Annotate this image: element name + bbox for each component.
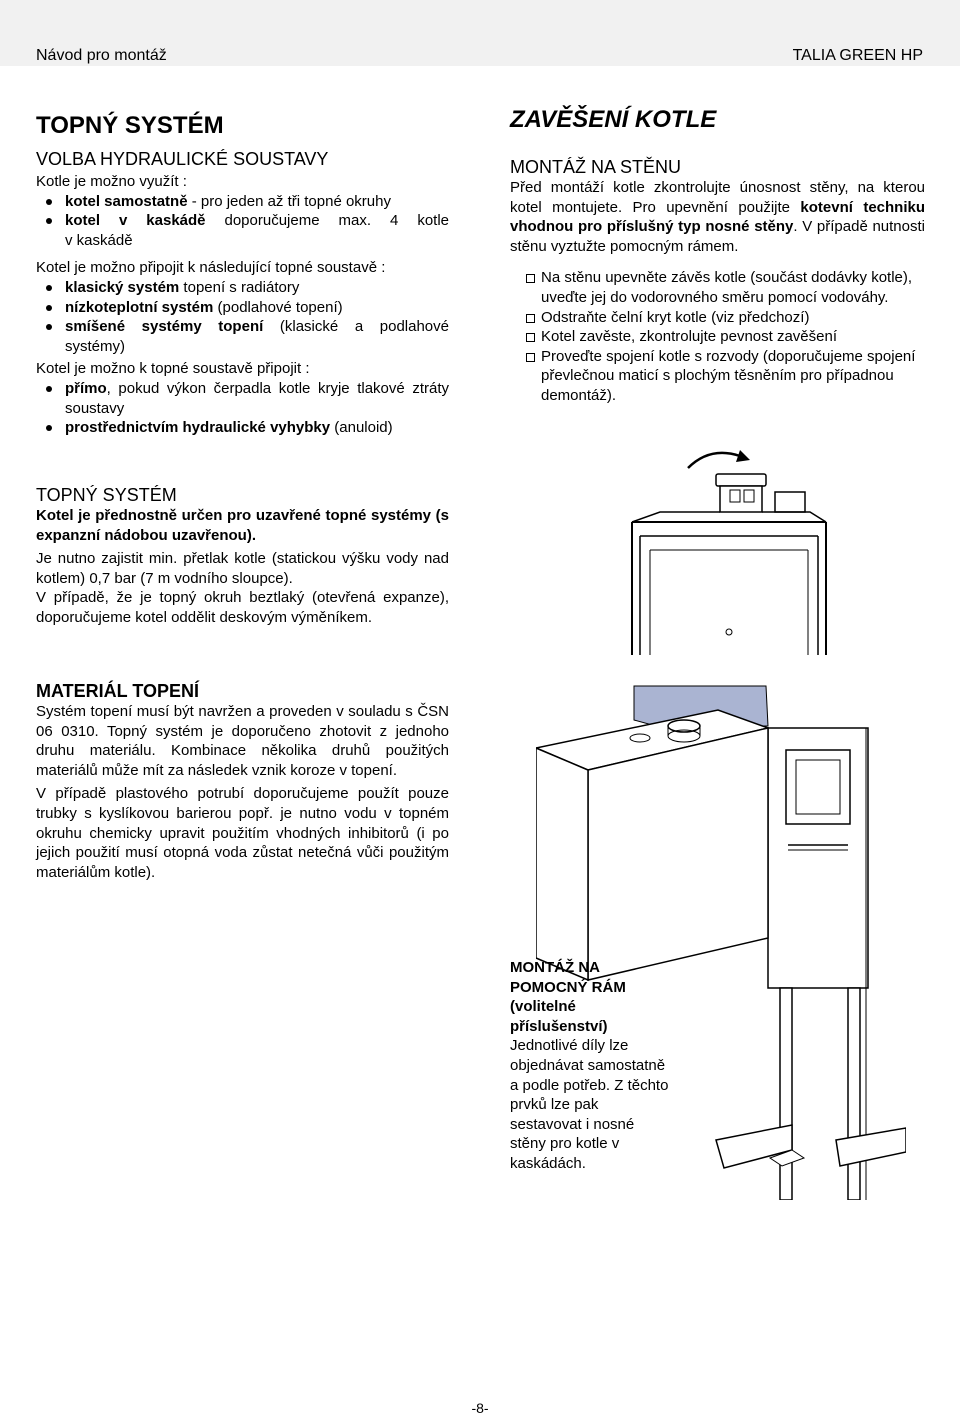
topny-system-section	[36, 484, 449, 628]
heading-material-topeni: MATERIÁL TOPENÍ	[36, 681, 200, 701]
ram-heading: MONTÁŽ NA POMOCNÝ RÁM (volitelné příslušenství)	[510, 959, 626, 1035]
ram-caption	[510, 958, 670, 1174]
page-number: -8-	[471, 1400, 489, 1416]
boiler-wall-mount-figure	[600, 440, 840, 655]
page-header	[0, 0, 960, 66]
list-item: kotel samostatně - pro jeden až tři topné okruhy	[36, 192, 449, 212]
topny-paragraph-1: Je nutno zajistit min. přetlak kotle (statickou výšku vody nad kotlem) 0,7 bar (7 m vodního sloupce).	[36, 550, 449, 587]
section-title-zaveseni-kotle: ZAVĚŠENÍ KOTLE	[510, 106, 717, 133]
montaz-intro: Před montáží kotle zkontrolujte únosnost stěny, na kterou kotel montujete. Pro upevnění použijte kotevní techniku vhodnou pro příslušný typ nosné stěny. V případě nutnosti stěnu vyztužte pomocným rámem.	[510, 179, 925, 255]
material-paragraph-2: V případě plastového potrubí doporučujeme použít pouze trubky s kyslíkovou barierou popř. je nutno vodu v topném okruhu chemicky upravit použitím vhodných inhibitorů (i po jejich použití musí otopná voda zůstat netečná vůči použitým materiálům kotle).	[36, 785, 449, 881]
list-item: Kotel zavěste, zkontrolujte pevnost zavěšení	[510, 327, 925, 347]
left-top-section	[36, 112, 449, 438]
header-product-name: TALIA GREEN HP	[792, 47, 923, 64]
frame-leg	[780, 988, 792, 1200]
right-top-section	[510, 106, 925, 406]
list-item: Odstraňte čelní kryt kotle (viz předchozí)	[510, 308, 925, 328]
arrow-head-icon	[736, 450, 750, 462]
header-doc-title: Návod pro montáž	[36, 47, 167, 64]
list-item: klasický systém topení s radiátory	[36, 278, 449, 298]
ram-text: Jednotlivé díly lze objednávat samostatně a podle potřeb. Z těchto prvků lze pak sestavovat i nosné stěny pro kotle v kaskádách.	[510, 1037, 669, 1172]
kotel-usage-list	[36, 192, 449, 251]
list-item: nízkoteplotní systém (podlahové topení)	[36, 298, 449, 318]
topny-paragraph-2: V případě, že je topný okruh beztlaký (otevřená expanze), doporučujeme kotel oddělit deskovým výměníkem.	[36, 589, 449, 626]
heading-topny-system: TOPNÝ SYSTÉM	[36, 485, 177, 505]
flue-top	[716, 474, 766, 486]
boiler-side	[588, 728, 768, 980]
list-item: kotel v kaskádě doporučujeme max. 4 kotle v kaskádě	[36, 211, 449, 250]
heading-volba-hydraulicke-soustavy: VOLBA HYDRAULICKÉ SOUSTAVY	[36, 149, 329, 169]
section-title-topny-system: TOPNÝ SYSTÉM	[36, 112, 224, 139]
wall-bracket	[775, 492, 805, 512]
montaz-steps-list	[510, 268, 925, 405]
volba-intro: Kotle je možno využít :	[36, 173, 187, 190]
list-item: přímo, pokud výkon čerpadla kotle kryje tlakové ztráty soustavy	[36, 379, 449, 418]
rotation-arrow-icon	[688, 453, 740, 468]
material-paragraph-1: Systém topení musí být navržen a proveden v souladu s ČSN 06 0310. Topný systém je doporučeno zhotovit z jednoho druhu materiálu. Kombinace několika druhů použitých materiálů může mít za následek vznik koroze v topení.	[36, 703, 449, 779]
heading-montaz-na-stenu: MONTÁŽ NA STĚNU	[510, 157, 682, 177]
frame-leg	[848, 988, 860, 1200]
list-item: prostřednictvím hydraulické vyhybky (anuloid)	[36, 418, 449, 438]
connection-list	[36, 379, 449, 438]
flue-pipe	[720, 486, 762, 512]
volba-intro-2: Kotel je možno připojit k následující topné soustavě :	[36, 259, 386, 277]
topny-bold-paragraph: Kotel je přednostně určen pro uzavřené topné systémy (s expanzní nádobou uzavřenou).	[36, 507, 449, 544]
list-item: Na stěnu upevněte závěs kotle (součást dodávky kotle), uveďte jej do vodorovného směru pomocí vodováhy.	[510, 268, 925, 307]
list-item: Proveďte spojení kotle s rozvody (doporučujeme spojení převlečnou maticí s plochým těsněním pro případnou demontáž).	[510, 347, 925, 406]
boiler-front	[536, 748, 588, 980]
material-section	[36, 680, 449, 882]
list-item: smíšené systémy topení (klasické a podlahové systémy)	[36, 317, 449, 356]
heating-systems-list	[36, 278, 449, 356]
volba-intro-3: Kotel je možno k topné soustavě připojit :	[36, 360, 310, 378]
